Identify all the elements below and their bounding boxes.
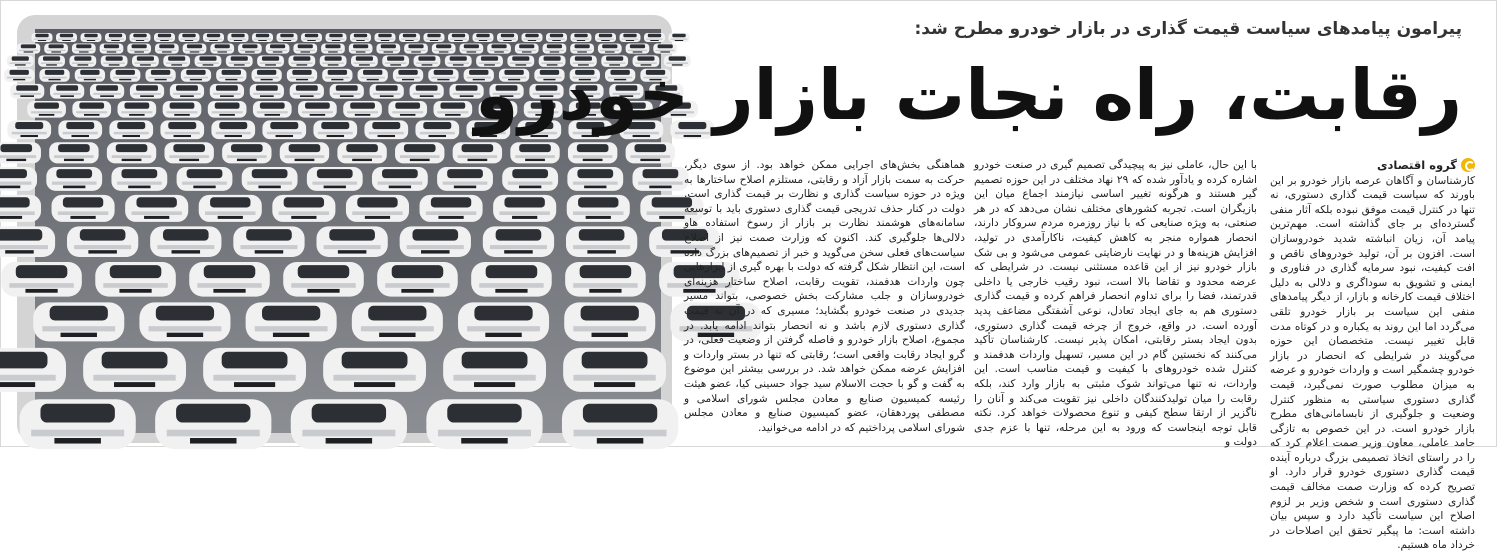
car-shape [253, 101, 292, 118]
car-shape [27, 101, 66, 118]
byline [1270, 158, 1475, 173]
car-shape [211, 120, 255, 139]
car-shape [216, 69, 246, 82]
car-shape [145, 69, 175, 82]
car-shape [238, 44, 262, 54]
article-column-2 [974, 158, 1257, 449]
car-shape [58, 120, 102, 139]
car-shape [414, 55, 441, 66]
car-shape [233, 226, 304, 257]
car-shape [443, 348, 546, 392]
car-shape [428, 69, 458, 82]
car-shape [453, 142, 502, 163]
car-shape [497, 33, 518, 42]
car-shape [432, 44, 456, 54]
car-shape [400, 226, 471, 257]
car-shape [326, 33, 347, 42]
car-shape [163, 101, 202, 118]
car-shape [349, 44, 373, 54]
column-3-text: هماهنگی بخش‌های اجرایی ممکن خواهد بود. از سوی دیگر، حرکت به سمت بازار آزاد و رقابتی، مستلزم اصلاح ساختارها به ویژه در حوزه سیاست گذاری و نظارت بر قیمت گذاری است. دولت در کنار حذف تدریجی قیمت گذاری دستوری باید با توسعه سامانه‌های هوشمند نظارت بر بازار از رسوخ استفاده هاو دلالی‌ها جلوگیری کند. اکنون که وزارت صمت نیز از اصلاح سیاست‌های فعلی سخن می‌گوید و خبر از تصمیم‌های بزرگ داده است، این انتظار شکل گرفته که دولت با بهره گیری از ابزارهایی چون واردات هدفمند، تقویت رقابت، اصلاح ساختار هزینه‌ای خودروسازان و جلب مشارکت بخش خصوصی، بتواند مسیر جدیدی در صنعت خودرو بگشاید؛ مسیری که در آن نه قیمت گذاری دستوری لازم باشد و نه انحصار بتواند ادامه یابد. در مجموع، اصلاح بازار خودرو و فاصله گرفتن از وضعیت فعلی، در گرو ایجاد رقابت واقعی است؛ رقابتی که تنها در بستر واردات و افزایش عرضه ممکن خواهد شد. در بررسی بیشتر این موضوع به گفت و گو با حجت الاسلام سید جواد حسینی کیا، عضو هیئت رئیسه کمیسیون صنایع و معادن مجلس شورای اسلامی و مصطفی پوردهقان، عضو کمیسیون صنایع و معادن مجلس شورای اسلامی پرداختیم که در ادامه می‌خوانید. [684, 159, 965, 434]
car-shape [565, 262, 646, 297]
car-shape [46, 167, 102, 191]
car-shape [351, 55, 378, 66]
car-shape [404, 44, 428, 54]
column-1-text: کارشناسان و آگاهان عرصه بازار خودرو بر این باورند که سیاست قیمت گذاری دستوری، نه تنها در کنترل قیمت موفق نبوده بلکه آثار منفی گسترده‌ای بر جای گذاشته است. مهم‌ترین پیامد آن، زیان انباشته شدید خودروسازان است. افزون بر آن، تولید خودروهای ناقص و افت کیفیت، نبود سرمایه گذاری در فناوری و ایمنی و تشویق به سوداگری و دلالی به دلیل اختلاف قیمت کارخانه و بازار، از دیگر پیامدهای منفی این سیاست بر بازار خودرو تلقی می‌گردد اما این روند به یکباره و در کوتاه مدت قابل تغییر نیست. متخصصان این حوزه می‌گویند در شرایطی که انحصار در بازار خودرو چشمگیر است و واردات خودرو و عرضه به میزان مطلوب صورت نمی‌گیرد، قیمت گذاری دستوری سیاستی به منظور کنترل وضعیت و جلوگیری از نابسامانی‌های مطرح بازار خودرو است. در این خصوص به تازگی حامد عاملی، معاون وزیر صمت اعلام کرد که را در راستای اتخاذ تصمیمی بزرگ درباره آینده قیمت گذاری دستوری خودرو قرار دارد. او تصریح کرده که وزارت صمت مخالف قیمت گذاری دستوری است و شخص وزیر بر لزوم اصلاح این سیاست تأکید دارد و سپس بیان داشته است: ما پیگیر تحقق این اصلاحات در خرداد ماه هستیم. [1270, 174, 1475, 552]
car-shape [307, 167, 363, 191]
car-shape [177, 167, 233, 191]
car-shape [95, 262, 176, 297]
car-shape [595, 33, 616, 42]
car-shape [0, 195, 41, 222]
car-shape [199, 195, 262, 222]
car-shape [246, 302, 337, 341]
car-shape [130, 33, 151, 42]
car-shape [510, 142, 559, 163]
car-shape [118, 101, 157, 118]
car-shape [7, 55, 34, 66]
car-shape [323, 348, 426, 392]
car-shape [437, 167, 493, 191]
car-shape [415, 120, 459, 139]
car-shape [562, 399, 678, 449]
car-shape [107, 142, 156, 163]
car-shape [350, 33, 371, 42]
car-shape [633, 167, 689, 191]
car-shape [90, 84, 124, 99]
car-shape [301, 33, 322, 42]
car-shape [44, 44, 68, 54]
car-shape [154, 33, 175, 42]
car-shape [203, 33, 224, 42]
car-shape [242, 167, 298, 191]
article-kicker: پیرامون پیامدهای سیاست قیمت گذاری در بازار خودرو مطرح شد: [914, 19, 1462, 39]
car-shape [155, 399, 271, 449]
car-shape [502, 167, 558, 191]
car-shape [471, 262, 552, 297]
car-shape [183, 44, 207, 54]
car-shape [228, 33, 249, 42]
car-shape [280, 142, 329, 163]
car-shape [337, 142, 386, 163]
car-shape [426, 399, 542, 449]
car-shape [433, 101, 472, 118]
column-2-text: با این حال، عاملی نیز به پیچیدگی تصمیم گیری در صنعت خودرو اشاره کرده و یادآور شده که ۲۹ نهاد مختلف در این حوزه تصمیم گیر هستند و هرگونه تغییر اساسی نیازمند اجماع میان این بازیگران است. تجربه کشورهای مختلف نشان می‌دهد که در هر صنعتی، به ویژه صنایعی که با نیاز روزمره مردم سروکار دارند، انحصار همواره منجر به کاهش کیفیت، ناکارآمدی در تولید، افزایش هزینه‌ها و در نهایت نارضایتی عمومی می‌شود و بی شک بازار خودرو نیز از این قاعده مستثنی نیست. در شرایطی که عرضه محدود و تقاضا بالا است، نبود رقیب خارجی یا داخلی قدرتمند، فضا را برای تداوم انحصار فراهم کرده و قیمت گذاری دستوری هم به جای ایجاد تعادل، نوعی آشفتگی مضاعف پدید آورده است. در واقع، خروج از چرخه قیمت گذاری دستوری، بدون ایجاد بستر رقابتی، امکان پذیر نیست. کارشناسان تأکید می‌کنند که نخستین گام در این مسیر، تسهیل واردات هدفمند و کنترل شده خودروهای با کیفیت و قیمت مناسب است. این واردات، نه تنها می‌تواند شوک مثبتی به بازار وارد کند، بلکه رقابت را میان تولیدکنندگان داخلی نیز تقویت می‌کند و آنان را ناگزیر از ارتقا سطح کیفی و تنوع محصولات خواهد کرد. نکته قابل توجه اینجاست که ورود به این مرحله، تنها با عزم جدی دولت و [974, 159, 1257, 449]
car-shape [33, 302, 124, 341]
car-shape [39, 69, 69, 82]
car-shape [111, 167, 167, 191]
car-shape [424, 33, 445, 42]
car-shape [393, 69, 423, 82]
car-shape [164, 142, 213, 163]
car-shape [343, 101, 382, 118]
car-shape [364, 120, 408, 139]
car-shape [130, 84, 164, 99]
car-shape [644, 33, 665, 42]
car-shape [49, 142, 98, 163]
car-shape [132, 55, 159, 66]
car-shape [283, 262, 364, 297]
car-shape [277, 33, 298, 42]
car-shape [563, 348, 666, 392]
car-shape [382, 55, 409, 66]
car-shape [266, 44, 290, 54]
car-shape [493, 195, 556, 222]
car-shape [195, 55, 222, 66]
car-shape [410, 84, 444, 99]
car-shape [448, 33, 469, 42]
car-shape [4, 69, 34, 82]
car-shape [313, 120, 357, 139]
car-shape [38, 55, 65, 66]
car-shape [290, 84, 324, 99]
car-shape [320, 55, 347, 66]
car-shape [100, 44, 124, 54]
car-shape [179, 33, 200, 42]
car-shape [83, 348, 186, 392]
car-shape [250, 84, 284, 99]
car-shape [155, 44, 179, 54]
car-shape [272, 195, 335, 222]
car-shape [288, 55, 315, 66]
car-shape [7, 120, 51, 139]
car-shape [322, 69, 352, 82]
car-shape [257, 55, 284, 66]
car-shape [0, 167, 37, 191]
car-shape [0, 348, 66, 392]
car-shape [20, 399, 136, 449]
car-shape [370, 84, 404, 99]
car-shape [568, 142, 617, 163]
car-shape [346, 195, 409, 222]
car-shape [181, 69, 211, 82]
article-column-3 [684, 158, 965, 444]
car-shape [376, 44, 400, 54]
car-shape [546, 33, 567, 42]
car-shape [458, 302, 549, 341]
newspaper-logo-icon [1461, 158, 1475, 172]
car-shape [203, 348, 306, 392]
car-shape [298, 101, 337, 118]
car-shape [139, 302, 230, 341]
car-shape [69, 55, 96, 66]
car-shape [566, 226, 637, 257]
car-shape [125, 195, 188, 222]
car-shape [669, 33, 690, 42]
car-shape [109, 120, 153, 139]
car-shape [1, 262, 82, 297]
byline-text: گروه اقتصادی [1376, 158, 1457, 172]
article-headline: رقابت، راه نجات بازار خودرو [474, 54, 1462, 136]
car-shape [170, 84, 204, 99]
car-shape [567, 195, 630, 222]
car-shape [81, 33, 102, 42]
car-shape [395, 142, 444, 163]
car-shape [105, 33, 126, 42]
car-shape [571, 33, 592, 42]
car-shape [372, 167, 428, 191]
car-shape [72, 44, 96, 54]
car-shape [210, 84, 244, 99]
car-shape [67, 226, 138, 257]
car-shape [358, 69, 388, 82]
car-shape [160, 120, 204, 139]
car-shape [110, 69, 140, 82]
car-shape [189, 262, 270, 297]
car-shape [321, 44, 345, 54]
car-shape [330, 84, 364, 99]
car-shape [226, 55, 253, 66]
car-shape [445, 55, 472, 66]
car-shape [287, 69, 317, 82]
car-shape [101, 55, 128, 66]
car-shape [420, 195, 483, 222]
car-shape [564, 302, 655, 341]
car-shape [50, 84, 84, 99]
car-shape [252, 69, 282, 82]
car-shape [150, 226, 221, 257]
car-shape [10, 84, 44, 99]
car-shape [375, 33, 396, 42]
car-shape [377, 262, 458, 297]
car-shape [252, 33, 273, 42]
car-shape [352, 302, 443, 341]
article-column-1 [1270, 158, 1475, 552]
car-shape [17, 44, 41, 54]
car-shape [567, 167, 623, 191]
car-shape [52, 195, 115, 222]
car-shape [262, 120, 306, 139]
car-shape [399, 33, 420, 42]
car-shape [316, 226, 387, 257]
car-shape [72, 101, 111, 118]
car-shape [293, 44, 317, 54]
car-shape [163, 55, 190, 66]
car-shape [222, 142, 271, 163]
car-shape [473, 33, 494, 42]
car-shape [620, 33, 641, 42]
car-shape [32, 33, 53, 42]
car-shape [210, 44, 234, 54]
car-shape [0, 226, 55, 257]
car-shape [208, 101, 247, 118]
car-shape [483, 226, 554, 257]
car-shape [0, 142, 41, 163]
car-shape [388, 101, 427, 118]
car-shape [75, 69, 105, 82]
car-shape [522, 33, 543, 42]
car-shape [127, 44, 151, 54]
car-shape [291, 399, 407, 449]
car-shape [56, 33, 77, 42]
car-shape [626, 142, 675, 163]
